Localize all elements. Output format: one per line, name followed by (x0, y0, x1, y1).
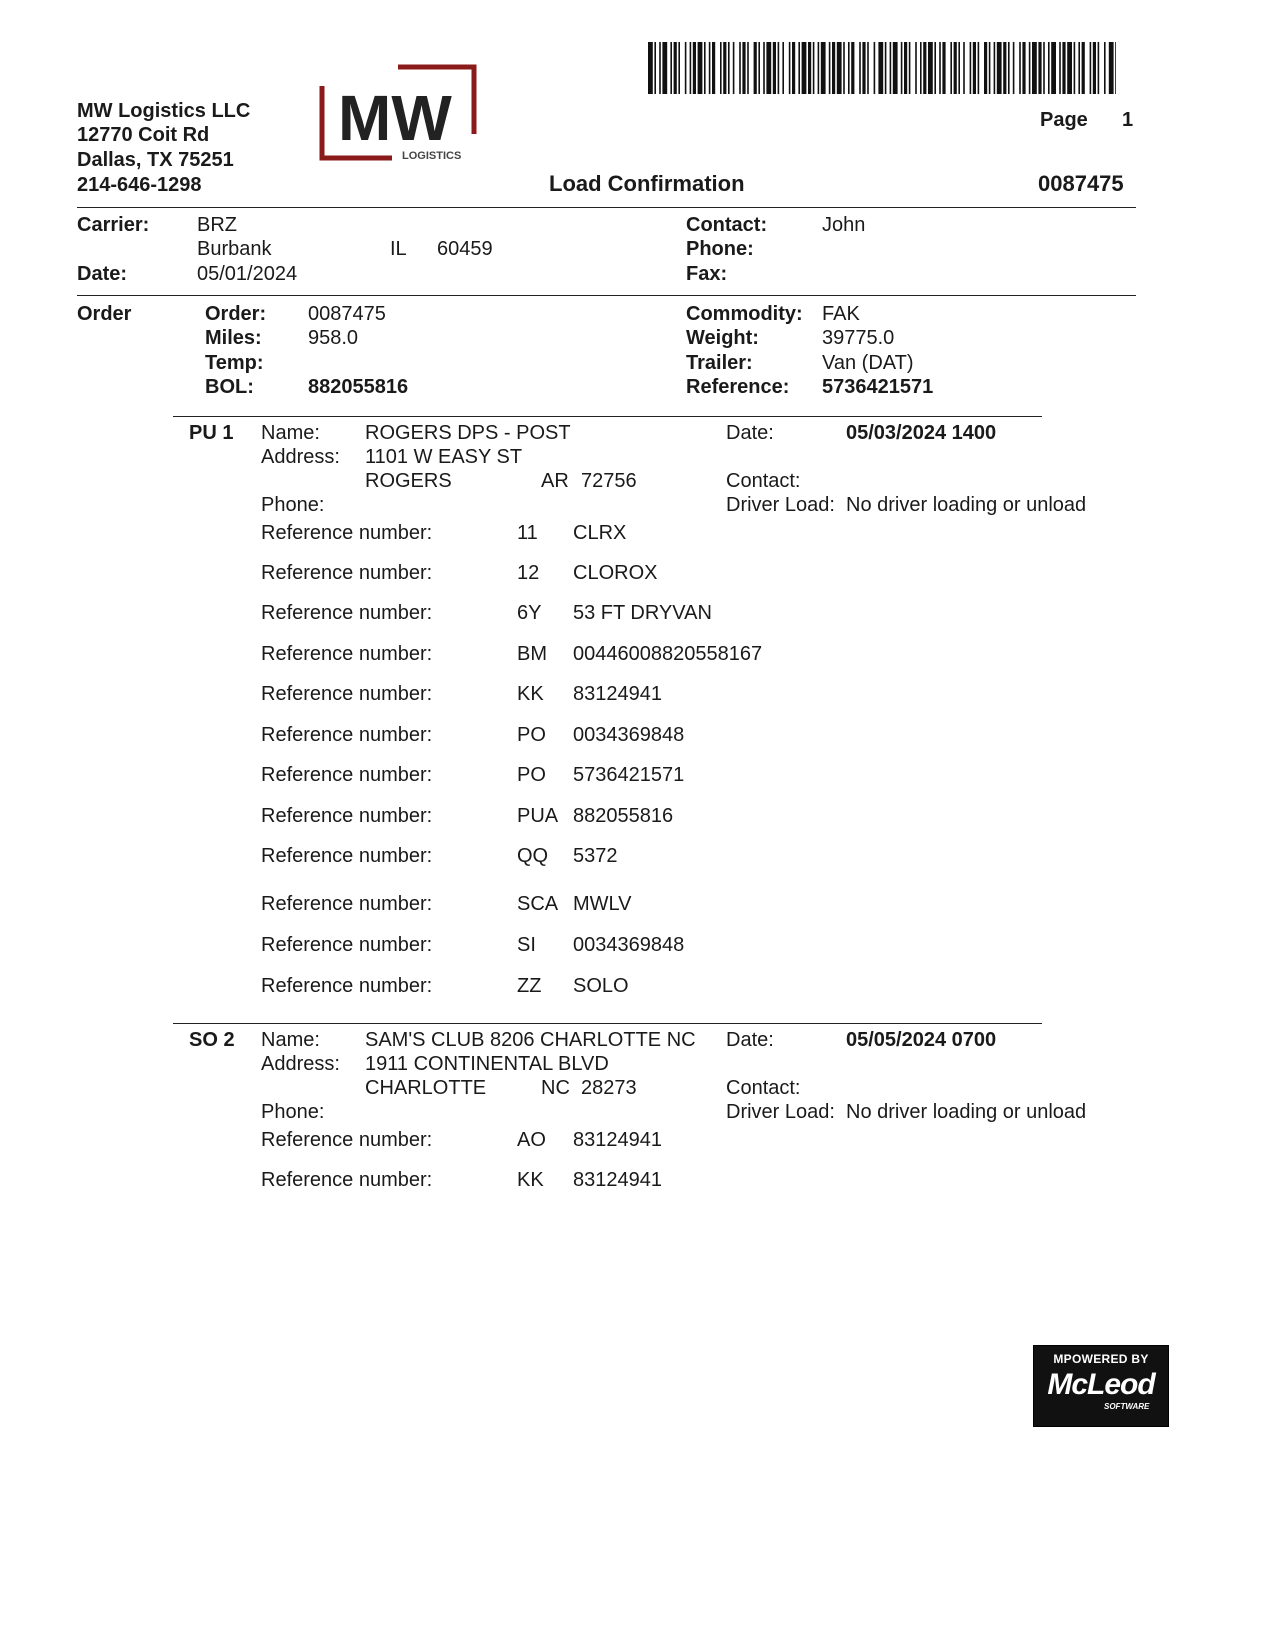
stop2-city: CHARLOTTE (365, 1077, 487, 1099)
reference-value: 00446008820558167 (573, 643, 763, 665)
page-label: Page (1040, 109, 1088, 131)
stop1-city: ROGERS (365, 470, 452, 492)
reference-value: CLRX (573, 522, 627, 544)
reference-value: 83124941 (573, 683, 662, 705)
stop2-driver-load: No driver loading or unload (846, 1101, 1087, 1123)
barcode (648, 42, 1116, 94)
company-street: 12770 Coit Rd (77, 124, 210, 146)
stop2-date: 05/05/2024 0700 (846, 1029, 997, 1051)
reference-label: Reference number: (261, 893, 433, 915)
order-section-label: Order (77, 303, 132, 325)
document-number: 0087475 (1038, 171, 1124, 196)
stop2-zip: 28273 (581, 1077, 637, 1099)
reference-code: SCA (517, 893, 559, 915)
fax-label: Fax: (686, 263, 728, 285)
reference-code: BM (517, 643, 547, 665)
order-label: Order: (205, 303, 267, 325)
bol-value: 882055816 (308, 376, 409, 398)
commodity-value: FAK (822, 303, 860, 325)
reference-label: Reference number: (261, 805, 433, 827)
carrier-date: 05/01/2024 (197, 263, 298, 285)
stop2-date-label: Date: (726, 1029, 774, 1051)
reference-value: 83124941 (573, 1129, 662, 1151)
reference-code: 11 (517, 522, 538, 544)
reference-label: Reference number: (261, 602, 433, 624)
temp-label: Temp: (205, 352, 264, 374)
stop1-date-label: Date: (726, 422, 774, 444)
stop2-address-label: Address: (261, 1053, 340, 1075)
trailer-value: Van (DAT) (822, 352, 914, 374)
contact-label: Contact: (686, 214, 768, 236)
carrier-label: Carrier: (77, 214, 150, 236)
weight-label: Weight: (686, 327, 759, 349)
svg-text:MW: MW (338, 82, 452, 154)
svg-text:LOGISTICS: LOGISTICS (402, 150, 462, 162)
weight-value: 39775.0 (822, 327, 895, 349)
reference-label: Reference number: (261, 522, 433, 544)
carrier-state: IL (390, 238, 407, 260)
company-name: MW Logistics LLC (77, 100, 251, 122)
reference-value: 5736421571 (573, 764, 685, 786)
reference-code: 12 (517, 562, 540, 584)
reference-value: 83124941 (573, 1169, 662, 1191)
stop2-contact-label: Contact: (726, 1077, 801, 1099)
stop1-divider (173, 416, 1042, 417)
stop2-state: NC (541, 1077, 570, 1099)
reference-label: Reference number: (261, 975, 433, 997)
stop1-contact-label: Contact: (726, 470, 801, 492)
carrier-zip: 60459 (437, 238, 493, 260)
reference-value: 53 FT DRYVAN (573, 602, 712, 624)
document-title: Load Confirmation (549, 171, 745, 196)
reference-code: 6Y (517, 602, 542, 624)
reference-label: Reference number: (261, 683, 433, 705)
reference-label: Reference number: (261, 764, 433, 786)
badge-brand: McLeod (1047, 1368, 1155, 1401)
reference-value: 0034369848 (573, 724, 685, 746)
carrier-name: BRZ (197, 214, 237, 236)
reference-code: PO (517, 764, 546, 786)
reference-code: PUA (517, 805, 559, 827)
stop2-name-label: Name: (261, 1029, 320, 1051)
mcleod-badge (1033, 1345, 1169, 1427)
stop1-date: 05/03/2024 1400 (846, 422, 997, 444)
reference-label: Reference number: (261, 643, 433, 665)
reference-value: 0034369848 (573, 934, 685, 956)
reference-value: 882055816 (573, 805, 674, 827)
reference-value: 5736421571 (822, 376, 934, 398)
miles-value: 958.0 (308, 327, 359, 349)
stop1-zip: 72756 (581, 470, 637, 492)
reference-label: Reference number: (261, 724, 433, 746)
reference-label: Reference number: (261, 562, 433, 584)
header-divider (77, 207, 1136, 208)
reference-value: MWLV (573, 893, 632, 915)
page-number: 1 (1122, 109, 1134, 131)
stop1-state: AR (541, 470, 569, 492)
stop1-phone-label: Phone: (261, 494, 325, 516)
carrier-date-label: Date: (77, 263, 128, 285)
company-phone: 214-646-1298 (77, 174, 202, 196)
stop1-address: 1101 W EASY ST (365, 446, 523, 468)
reference-label: Reference: (686, 376, 790, 398)
reference-value: CLOROX (573, 562, 658, 584)
stop2-driver-load-label: Driver Load: (726, 1101, 835, 1123)
stop1-code: PU 1 (189, 422, 234, 444)
badge-line1: MPOWERED BY (1053, 1352, 1149, 1366)
stop1-name: ROGERS DPS - POST (365, 422, 571, 444)
stop2-code: SO 2 (189, 1029, 235, 1051)
reference-code: SI (517, 934, 536, 956)
reference-value: SOLO (573, 975, 629, 997)
bol-label: BOL: (205, 376, 254, 398)
reference-code: AO (517, 1129, 546, 1151)
reference-code: KK (517, 683, 544, 705)
stop2-phone-label: Phone: (261, 1101, 325, 1123)
company-city: Dallas, TX 75251 (77, 149, 234, 171)
badge-sub: SOFTWARE (1104, 1402, 1150, 1411)
reference-code: ZZ (517, 975, 542, 997)
reference-label: Reference number: (261, 845, 433, 867)
stop2-divider (173, 1023, 1042, 1024)
stop1-driver-load-label: Driver Load: (726, 494, 835, 516)
stop1-address-label: Address: (261, 446, 340, 468)
reference-value: 5372 (573, 845, 618, 867)
trailer-label: Trailer: (686, 352, 753, 374)
commodity-label: Commodity: (686, 303, 803, 325)
reference-label: Reference number: (261, 934, 433, 956)
reference-label: Reference number: (261, 1169, 433, 1191)
phone-label: Phone: (686, 238, 754, 260)
reference-code: PO (517, 724, 546, 746)
stop1-driver-load: No driver loading or unload (846, 494, 1087, 516)
carrier-divider (77, 295, 1136, 296)
stop2-address: 1911 CONTINENTAL BLVD (365, 1053, 609, 1075)
reference-code: QQ (517, 845, 549, 867)
order-value: 0087475 (308, 303, 386, 325)
stop2-name: SAM'S CLUB 8206 CHARLOTTE NC (365, 1029, 696, 1051)
reference-code: KK (517, 1169, 544, 1191)
miles-label: Miles: (205, 327, 262, 349)
contact-value: John (822, 214, 866, 236)
carrier-city: Burbank (197, 238, 272, 260)
reference-label: Reference number: (261, 1129, 433, 1151)
stop1-name-label: Name: (261, 422, 320, 444)
mw-logo (318, 64, 478, 164)
